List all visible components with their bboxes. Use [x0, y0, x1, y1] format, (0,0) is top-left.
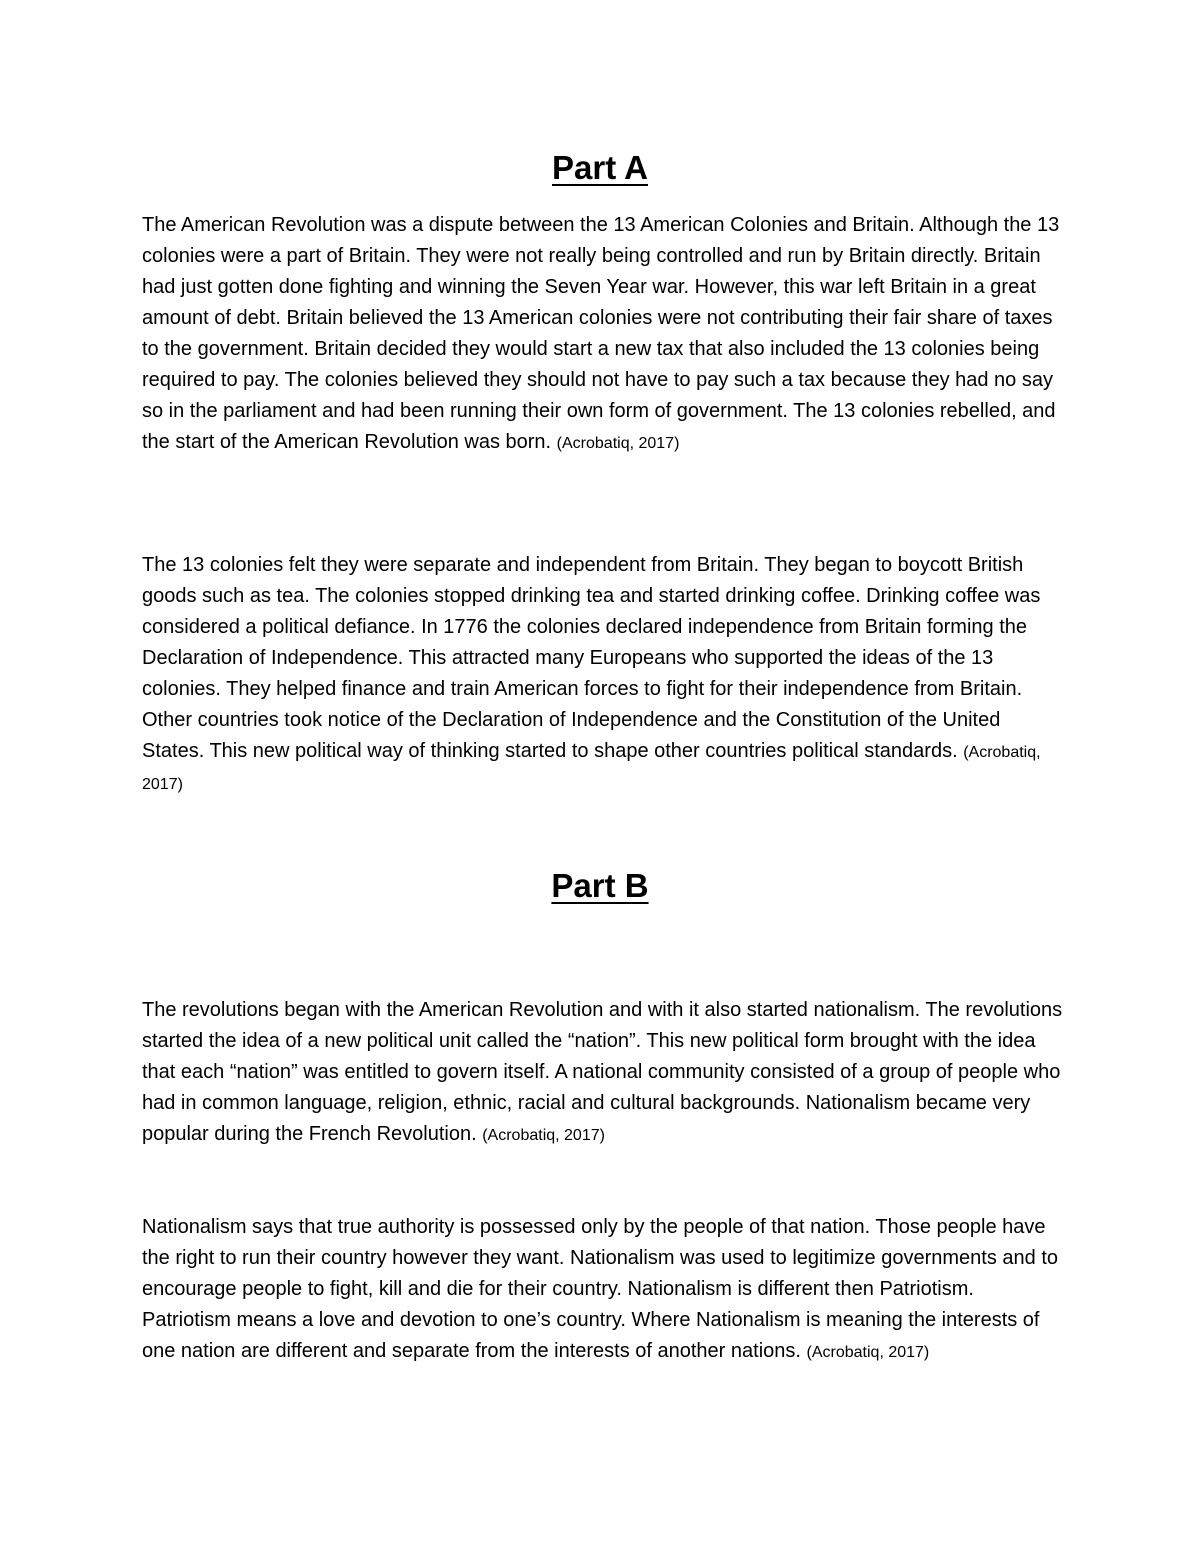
part-a-paragraph-1: [142, 210, 1067, 459]
part-b-paragraph-2: [142, 1212, 1067, 1368]
part-b-paragraph-2-text: Nationalism says that true authority is possessed only by the people of that nation. Those people have the right to run their country however they want. Nationalism was used to legitimize governments and to encourage people to fight, kill and die for their country. Nationalism is different then Patriotism. Patriotism means a love and devotion to one’s country. Where Nationalism is meaning the interests of one nation are different and separate from the interests of another nations.: [142, 1216, 1059, 1362]
part-a-paragraph-2-citation: (Acrobatiq, 2017): [142, 744, 1041, 793]
part-b-paragraph-1-citation: (Acrobatiq, 2017): [482, 1127, 605, 1144]
part-a-heading: Part A: [552, 149, 648, 186]
part-a-paragraph-1-text: The American Revolution was a dispute between the 13 American Colonies and Britain. Although the 13 colonies were a part of Britain. They were not really being controlled and run by Britain directly. Britain had just gotten done fighting and winning the Seven Year war. However, this war left Britain in a great amount of debt. Britain believed the 13 American colonies were not contributing their fair share of taxes to the government. Britain decided they would start a new tax that also included the 13 colonies being required to pay. The colonies believed they should not have to pay such a tax because they had no say so in the parliament and had been running their own form of government. The 13 colonies rebelled, and the start of the American Revolution was born.: [142, 214, 1060, 453]
part-a-paragraph-2: [142, 550, 1067, 800]
part-b-heading: Part B: [551, 867, 649, 904]
part-b-paragraph-1-text: The revolutions began with the American Revolution and with it also started nationalism. The revolutions started the idea of a new political unit called the “nation”. This new political form brought with the idea that each “nation” was entitled to govern itself. A national community consisted of a group of people who had in common language, religion, ethnic, racial and cultural backgrounds. Nationalism became very popular during the French Revolution.: [142, 999, 1063, 1145]
part-a-paragraph-2-text: The 13 colonies felt they were separate and independent from Britain. They began to boycott British goods such as tea. The colonies stopped drinking tea and started drinking coffee. Drinking coffee was considered a political defiance. In 1776 the colonies declared independence from Britain forming the Declaration of Independence. This attracted many Europeans who supported the ideas of the 13 colonies. They helped finance and train American forces to fight for their independence from Britain. Other countries took notice of the Declaration of Independence and the Constitution of the United States. This new political way of thinking started to shape other countries political standards.: [142, 554, 1041, 762]
part-a-paragraph-1-citation: (Acrobatiq, 2017): [556, 435, 680, 452]
part-b-paragraph-1: [142, 995, 1067, 1151]
part-b-paragraph-2-citation: (Acrobatiq, 2017): [806, 1344, 930, 1361]
